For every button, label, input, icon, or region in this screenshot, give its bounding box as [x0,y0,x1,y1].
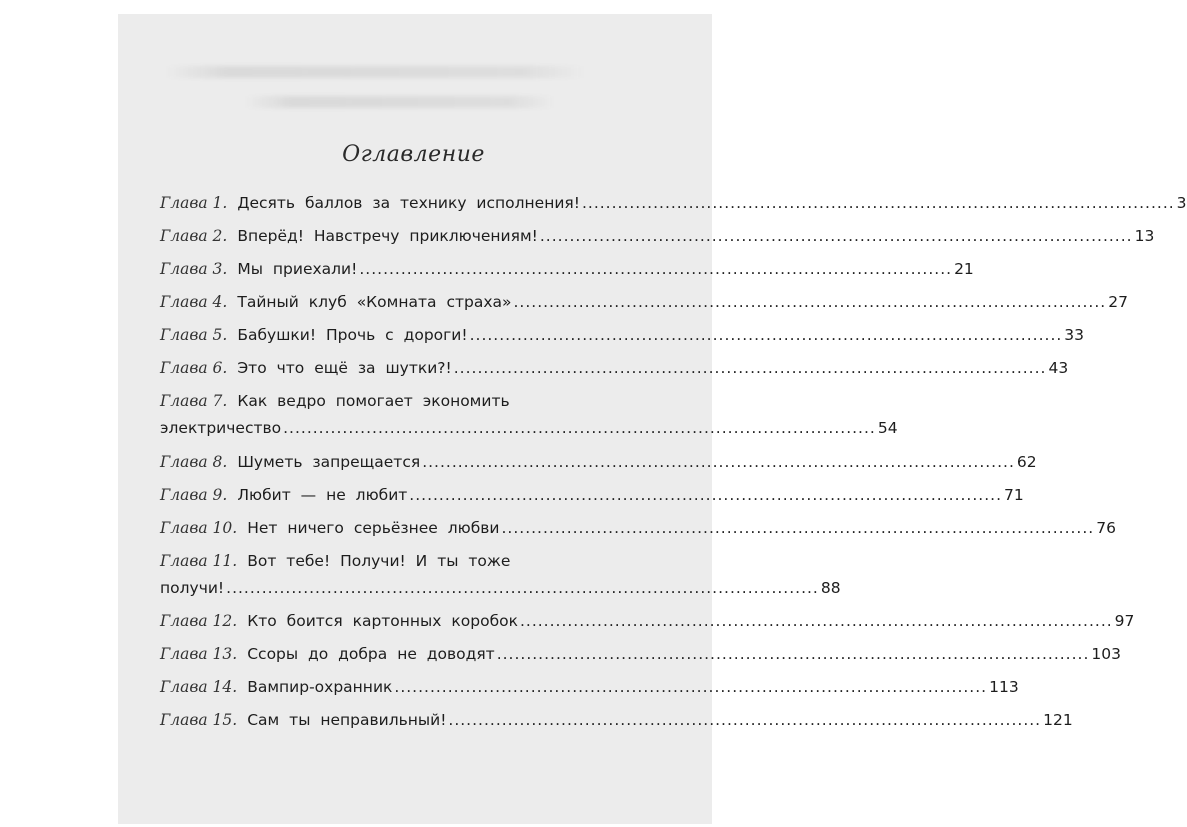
chapter-title: Вот тебе! Получи! И ты тоже [247,552,511,570]
toc-entry [160,678,1019,710]
dot-leader: .................................................................................................... [283,419,876,437]
page-number: 54 [877,419,898,437]
show-through-text [165,66,585,78]
dot-leader: .................................................................................................... [226,579,819,597]
page-number: 33 [1064,326,1085,344]
chapter-label: Глава 6. [160,359,228,377]
chapter-title: Вперёд! Навстречу приключениям! [237,227,538,245]
chapter-label: Глава 4. [160,293,228,311]
page-number: 43 [1048,359,1069,377]
chapter-label: Глава 15. [160,711,238,729]
toc-entry [160,519,1116,551]
dot-leader: .................................................................................................... [519,612,1113,630]
dot-leader: .................................................................................................... [359,260,953,278]
chapter-title: Тайный клуб «Комната страха» [237,293,512,311]
dot-leader: .................................................................................................... [496,645,1090,663]
dot-leader: .................................................................................................... [394,678,988,696]
chapter-label: Глава 14. [160,678,238,696]
chapter-label: Глава 2. [160,227,228,245]
chapter-title: Это что ещё за шутки?! [237,359,452,377]
toc-entry [160,260,974,292]
page-number: 103 [1091,645,1121,663]
chapter-title: Любит — не любит [237,486,408,504]
toc-entry [160,612,1135,644]
chapter-title: Кто боится картонных коробок [247,612,518,630]
page-number: 13 [1134,227,1155,245]
dot-leader: .................................................................................................... [539,227,1133,245]
chapter-label: Глава 8. [160,453,228,471]
toc-entry [160,711,1073,743]
chapter-title: Мы приехали! [237,260,358,278]
page-number: 3 [1176,194,1187,212]
chapter-title: Десять баллов за технику исполнения! [237,194,580,212]
chapter-title-continued: получи! [160,579,225,597]
chapter-title: Вампир-охранник [247,678,393,696]
chapter-label: Глава 7. [160,392,228,410]
toc-entry [160,645,1121,677]
dot-leader: .................................................................................................... [501,519,1095,537]
chapter-label: Глава 1. [160,194,228,212]
dot-leader: .................................................................................................... [448,711,1042,729]
chapter-title: Ссоры до добра не доводят [247,645,495,663]
chapter-title: Сам ты неправильный! [247,711,447,729]
show-through-text [245,96,555,108]
toc-heading: Оглавление [342,142,485,167]
page-number: 21 [954,260,974,278]
page-number: 27 [1108,293,1128,311]
page-number: 62 [1016,453,1037,471]
page-number: 76 [1096,519,1116,537]
page-number: 88 [820,579,841,597]
page-number: 113 [989,678,1019,696]
toc-entry-continuation [160,419,898,451]
toc-entry [160,326,1085,358]
dot-leader: .................................................................................................... [581,194,1175,212]
dot-leader: .................................................................................................... [422,453,1015,471]
page-number: 71 [1004,486,1024,504]
chapter-label: Глава 13. [160,645,238,663]
chapter-label: Глава 9. [160,486,228,504]
chapter-title: Бабушки! Прочь с дороги! [237,326,468,344]
dot-leader: .................................................................................................... [513,293,1107,311]
toc-entry [160,486,1024,518]
toc-entry [160,194,1187,226]
page-number: 121 [1043,711,1073,729]
chapter-label: Глава 5. [160,326,228,344]
toc-entry [160,359,1069,391]
dot-leader: .................................................................................................... [453,359,1047,377]
page-number: 97 [1114,612,1135,630]
chapter-title: Шуметь запрещается [237,453,421,471]
chapter-label: Глава 3. [160,260,228,278]
toc-entry [160,227,1155,259]
toc-entry-continuation [160,579,841,611]
chapter-label: Глава 11. [160,552,238,570]
chapter-label: Глава 10. [160,519,238,537]
toc-entry [160,293,1128,325]
chapter-title-continued: электричество [160,419,282,437]
chapter-label: Глава 12. [160,612,238,630]
dot-leader: .................................................................................................... [469,326,1063,344]
chapter-title: Нет ничего серьёзнее любви [247,519,500,537]
toc-entry [160,453,1037,485]
chapter-title: Как ведро помогает экономить [237,392,510,410]
dot-leader: .................................................................................................... [409,486,1002,504]
